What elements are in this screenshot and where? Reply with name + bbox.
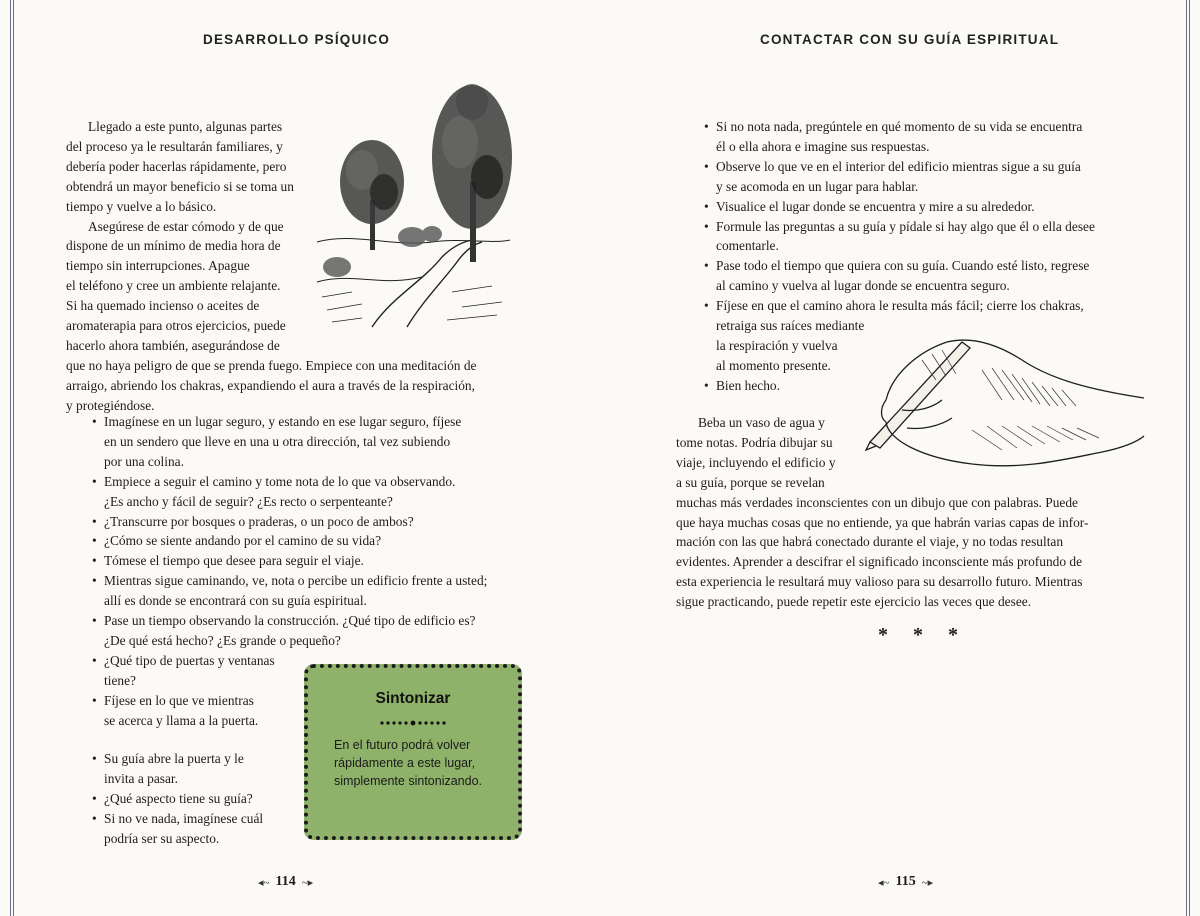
text-line: • ¿Cómo se siente andando por el camino de su vida? bbox=[104, 533, 382, 549]
text-line: él o ella ahora e imagine sus respuestas. bbox=[716, 138, 930, 154]
text-line: • Pase todo el tiempo que quiera con su guía. Cuando esté listo, regrese bbox=[716, 258, 1090, 274]
text-line: y se acomoda en un lugar para hablar. bbox=[716, 178, 919, 194]
text-line: esta experiencia le resultará muy valioso para su desarrollo futuro. Mientras bbox=[676, 574, 1083, 590]
text-line: en un sendero que lleve en una u otra dirección, tal vez subiendo bbox=[104, 433, 451, 449]
text-line: • ¿Qué aspecto tiene su guía? bbox=[104, 790, 253, 806]
text-line: • Bien hecho. bbox=[716, 377, 780, 393]
bullet-item bbox=[704, 197, 1144, 217]
sidebar-title: Sintonizar bbox=[375, 690, 451, 707]
page-frame-right bbox=[1186, 0, 1190, 916]
text-line: dispone de un mínimo de media hora de bbox=[66, 238, 281, 254]
sintonizar-sidebar bbox=[304, 664, 522, 840]
text-line: se acerca y llama a la puerta. bbox=[104, 712, 259, 728]
sidebar-ornament-rule bbox=[308, 714, 518, 724]
text-line: • Empiece a seguir el camino y tome nota de lo que va observando. bbox=[104, 473, 456, 489]
bullet-item bbox=[704, 157, 1144, 197]
folio-ornament-right-icon: ~▸ bbox=[301, 876, 314, 889]
text-line: tiempo sin interrupciones. Apague bbox=[66, 258, 250, 274]
text-line: ¿Es ancho y fácil de seguir? ¿Es recto o serpenteante? bbox=[104, 493, 393, 509]
text-line: ¿De qué está hecho? ¿Es grande o pequeño? bbox=[104, 632, 341, 648]
folio-left bbox=[258, 874, 313, 890]
text-line: arraigo, abriendo los chakras, expandiendo el aura a través de la respiración, bbox=[66, 377, 475, 393]
running-head-right: CONTACTAR CON SU GUÍA ESPIRITUAL bbox=[760, 32, 1060, 47]
folio-ornament-left-icon: ◂~ bbox=[878, 876, 890, 889]
text-line: Si ha quemado incienso o aceites de bbox=[66, 298, 260, 314]
folio-ornament-left-icon: ◂~ bbox=[258, 876, 270, 889]
text-line: • Imagínese en un lugar seguro, y estando en ese lugar seguro, fíjese bbox=[104, 414, 462, 429]
text-line: la respiración y vuelva bbox=[716, 337, 838, 353]
text-line: aromaterapia para otros ejercicios, puede bbox=[66, 318, 286, 334]
bullet-item bbox=[92, 749, 292, 789]
text-line: • Fíjese en que el camino ahora le resulta más fácil; cierre los chakras, bbox=[716, 298, 1084, 314]
text-line: • Formule las preguntas a su guía y pídale si hay algo que él o ella desee bbox=[716, 218, 1095, 234]
bullet-item bbox=[92, 551, 512, 571]
text-line: Llegado a este punto, algunas partes bbox=[88, 119, 283, 134]
text-line: del proceso ya le resultarán familiares, y bbox=[66, 138, 283, 154]
bullet-item bbox=[704, 117, 1144, 157]
tree-landscape-illustration bbox=[312, 82, 512, 332]
text-line: por una colina. bbox=[104, 453, 184, 469]
text-line: • Si no ve nada, imagínese cuál bbox=[104, 810, 264, 826]
page-number: 114 bbox=[275, 874, 296, 889]
text-line: muchas más verdades inconscientes con un dibujo que con palabras. Puede bbox=[676, 494, 1078, 510]
text-line: hacerlo ahora también, asegurándose de bbox=[66, 337, 280, 353]
bullet-item bbox=[92, 611, 512, 651]
text-line: al momento presente. bbox=[716, 357, 831, 373]
text-line: mación con las que habrá conectado durante el viaje, y no todas resultan bbox=[676, 534, 1064, 550]
text-line: • Si no nota nada, pregúntele en qué momento de su vida se encuentra bbox=[716, 119, 1083, 134]
sidebar-line: simplemente sintonizando. bbox=[334, 774, 482, 788]
text-line: • Mientras sigue caminando, ve, nota o percibe un edificio frente a usted; bbox=[104, 573, 488, 589]
text-line: que no haya peligro de que se prenda fuego. Empiece con una meditación de bbox=[66, 357, 477, 373]
bullet-item bbox=[704, 217, 1144, 257]
hand-writing-illustration bbox=[862, 330, 1148, 470]
text-line: sigue practicando, puede repetir este ejercicio las veces que desee. bbox=[676, 594, 1032, 610]
running-head-left: DESARROLLO PSÍQUICO bbox=[203, 32, 391, 47]
text-line: • Pase un tiempo observando la construcción. ¿Qué tipo de edificio es? bbox=[104, 613, 476, 629]
text-line: • ¿Qué tipo de puertas y ventanas bbox=[104, 652, 275, 668]
text-line: al camino y vuelva al lugar donde se encuentra seguro. bbox=[716, 278, 1010, 294]
text-line: invita a pasar. bbox=[104, 770, 178, 786]
folio-ornament-right-icon: ~▸ bbox=[921, 876, 934, 889]
bullet-item bbox=[92, 809, 292, 849]
page-number: 115 bbox=[895, 874, 916, 889]
folio-right bbox=[878, 874, 933, 890]
text-line: Asegúrese de estar cómodo y de que bbox=[88, 218, 284, 234]
text-line: tome notas. Podría dibujar su bbox=[676, 434, 833, 450]
text-line: • Tómese el tiempo que desee para seguir el viaje. bbox=[104, 553, 364, 569]
sidebar-body bbox=[334, 736, 504, 790]
text-line: • ¿Transcurre por bosques o praderas, o un poco de ambos? bbox=[104, 513, 414, 529]
bullet-item bbox=[92, 412, 512, 472]
text-line: retraiga sus raíces mediante bbox=[716, 318, 865, 334]
text-line: • Su guía abre la puerta y le bbox=[104, 751, 244, 766]
bullet-item bbox=[92, 472, 512, 512]
text-line: allí es donde se encontrará con su guía espiritual. bbox=[104, 593, 367, 609]
text-line: comentarle. bbox=[716, 238, 779, 254]
bullet-item bbox=[92, 789, 292, 809]
text-line: tiene? bbox=[104, 672, 136, 688]
text-line: el teléfono y cree un ambiente relajante. bbox=[66, 278, 281, 294]
text-line: a su guía, porque se revelan bbox=[676, 474, 825, 490]
bullet-item bbox=[92, 512, 512, 532]
text-line: • Observe lo que ve en el interior del edificio mientras sigue a su guía bbox=[716, 158, 1081, 174]
sidebar-line: rápidamente a este lugar, bbox=[334, 756, 476, 770]
left-bullet-list-2 bbox=[92, 749, 292, 849]
page-frame-left bbox=[10, 0, 14, 916]
sidebar-line: En el futuro podrá volver bbox=[334, 738, 471, 752]
text-line: que haya muchas cosas que no entiende, ya que habrán varias capas de infor- bbox=[676, 514, 1089, 530]
text-line: • Visualice el lugar donde se encuentra y mire a su alrededor. bbox=[716, 198, 1035, 214]
text-line: debería poder hacerlas rápidamente, pero bbox=[66, 158, 287, 174]
text-line: podría ser su aspecto. bbox=[104, 830, 220, 846]
text-line: evidentes. Aprender a descifrar el significado inconsciente más profundo de bbox=[676, 554, 1083, 570]
bullet-item bbox=[92, 571, 512, 611]
bullet-item bbox=[92, 531, 512, 551]
bullet-list bbox=[92, 749, 292, 849]
text-line: Beba un vaso de agua y bbox=[698, 415, 825, 430]
bullet-item bbox=[704, 256, 1144, 296]
text-line: • Fíjese en lo que ve mientras bbox=[104, 692, 254, 708]
text-line: y protegiéndose. bbox=[66, 397, 155, 413]
text-line: viaje, incluyendo el edificio y bbox=[676, 454, 836, 470]
text-line: obtendrá un mayor beneficio si se toma un bbox=[66, 178, 294, 194]
text-line: tiempo y vuelve a lo básico. bbox=[66, 198, 217, 214]
section-separator: * * * bbox=[878, 624, 968, 646]
